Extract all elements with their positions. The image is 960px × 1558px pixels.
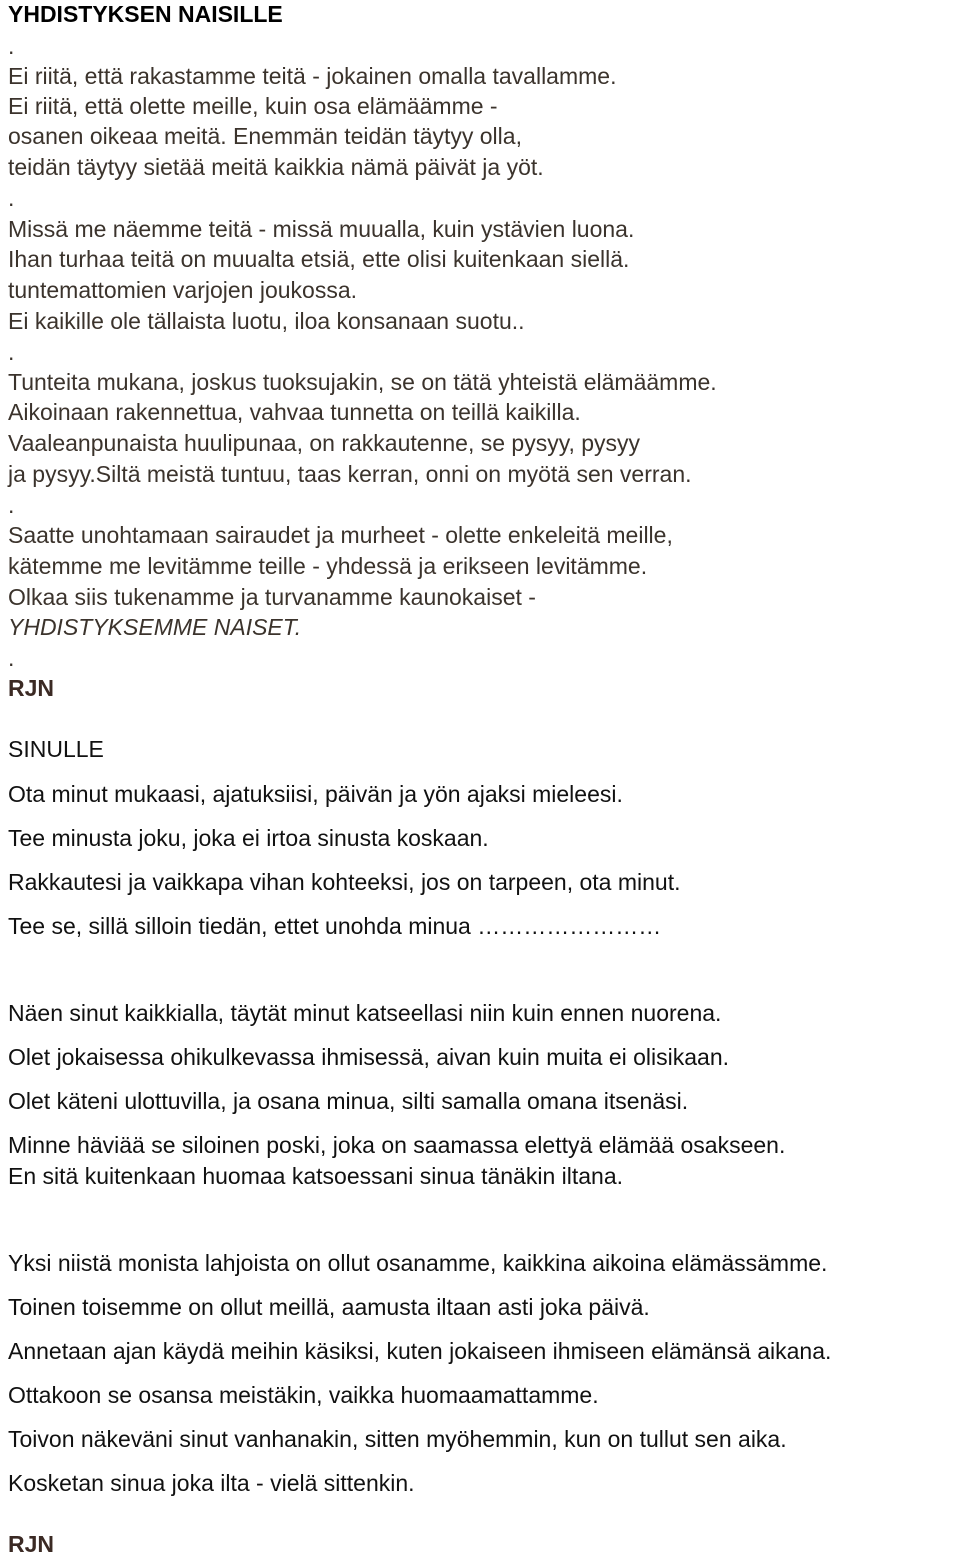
poem1-line: Ei riitä, että olette meille, kuin osa elämäämme - bbox=[8, 93, 498, 119]
poem1-line: Tunteita mukana, joskus tuoksujakin, se on tätä yhteistä elämäämme. bbox=[8, 369, 717, 395]
poem1-line: kätemme me levitämme teille - yhdessä ja erikseen levitämme. bbox=[8, 553, 648, 579]
poem2-line: Toinen toisemme on ollut meillä, aamusta iltaan asti joka päivä. bbox=[8, 1294, 650, 1320]
poem2-line: Olet käteni ulottuvilla, ja osana minua, silti samalla omana itsenäsi. bbox=[8, 1088, 689, 1114]
poem1-line: ja pysyy.Siltä meistä tuntuu, taas kerran, onni on myötä sen verran. bbox=[8, 461, 692, 487]
poem1-line: tuntemattomien varjojen joukossa. bbox=[8, 277, 358, 303]
poem2-line: Minne häviää se siloinen poski, joka on saamassa elettyä elämää osakseen. bbox=[8, 1132, 786, 1158]
poem1-signature: RJN bbox=[8, 675, 55, 701]
poem1-line: Ei kaikille ole tällaista luotu, iloa konsanaan suotu.. bbox=[8, 308, 525, 334]
poem2-line: Ottakoon se osansa meistäkin, vaikka huomaamattamme. bbox=[8, 1382, 599, 1408]
poem2-signature: RJN bbox=[8, 1531, 55, 1557]
poem2-line: Annetaan ajan käydä meihin käsiksi, kuten jokaiseen ihmiseen elämänsä aikana. bbox=[8, 1338, 832, 1364]
poem1-line: . bbox=[8, 33, 15, 59]
poem2-line: Näen sinut kaikkialla, täytät minut katseellasi niin kuin ennen nuorena. bbox=[8, 1000, 722, 1026]
poem1-line: Ihan turhaa teitä on muualta etsiä, ette olisi kuitenkaan siellä. bbox=[8, 246, 630, 272]
poem2-line: Tee se, sillä silloin tiedän, ettet unohda minua …………………… bbox=[8, 913, 662, 939]
poem2-line: En sitä kuitenkaan huomaa katsoessani sinua tänäkin iltana. bbox=[8, 1163, 624, 1189]
poem1-line: YHDISTYKSEMME NAISET. bbox=[8, 614, 302, 640]
poem1-line: . bbox=[8, 492, 15, 518]
poem1-line: Vaaleanpunaista huulipunaa, on rakkautenne, se pysyy, pysyy bbox=[8, 430, 641, 456]
poem1-line: osanen oikeaa meitä. Enemmän teidän täytyy olla, bbox=[8, 123, 522, 149]
poem1-line: Missä me näemme teitä - missä muualla, kuin ystävien luona. bbox=[8, 216, 635, 242]
poem1-line: Olkaa siis tukenamme ja turvanamme kaunokaiset - bbox=[8, 584, 536, 610]
poem1-line: teidän täytyy sietää meitä kaikkia nämä päivät ja yöt. bbox=[8, 154, 544, 180]
poem2-line: Rakkautesi ja vaikkapa vihan kohteeksi, jos on tarpeen, ota minut. bbox=[8, 869, 681, 895]
poem1-line: . bbox=[8, 185, 15, 211]
poem2-line: Toivon näkeväni sinut vanhanakin, sitten myöhemmin, kun on tullut sen aika. bbox=[8, 1426, 787, 1452]
poem1-line: Ei riitä, että rakastamme teitä - jokainen omalla tavallamme. bbox=[8, 63, 617, 89]
poem2-line: Ota minut mukaasi, ajatuksiisi, päivän ja yön ajaksi mieleesi. bbox=[8, 781, 623, 807]
poem2-line: Yksi niistä monista lahjoista on ollut osanamme, kaikkina aikoina elämässämme. bbox=[8, 1250, 828, 1276]
poem1-line: Saatte unohtamaan sairaudet ja murheet - olette enkeleitä meille, bbox=[8, 522, 673, 548]
poem1-line: . bbox=[8, 339, 15, 365]
poem1-line: . bbox=[8, 645, 15, 671]
poem2-line: Kosketan sinua joka ilta - vielä sittenkin. bbox=[8, 1470, 415, 1496]
poem2-line: Tee minusta joku, joka ei irtoa sinusta koskaan. bbox=[8, 825, 489, 851]
poem1-title: YHDISTYKSEN NAISILLE bbox=[8, 1, 283, 27]
poem2-title: SINULLE bbox=[8, 736, 104, 762]
poem1-line: Aikoinaan rakennettua, vahvaa tunnetta on teillä kaikilla. bbox=[8, 399, 581, 425]
poem2-line: Olet jokaisessa ohikulkevassa ihmisessä, aivan kuin muita ei olisikaan. bbox=[8, 1044, 730, 1070]
